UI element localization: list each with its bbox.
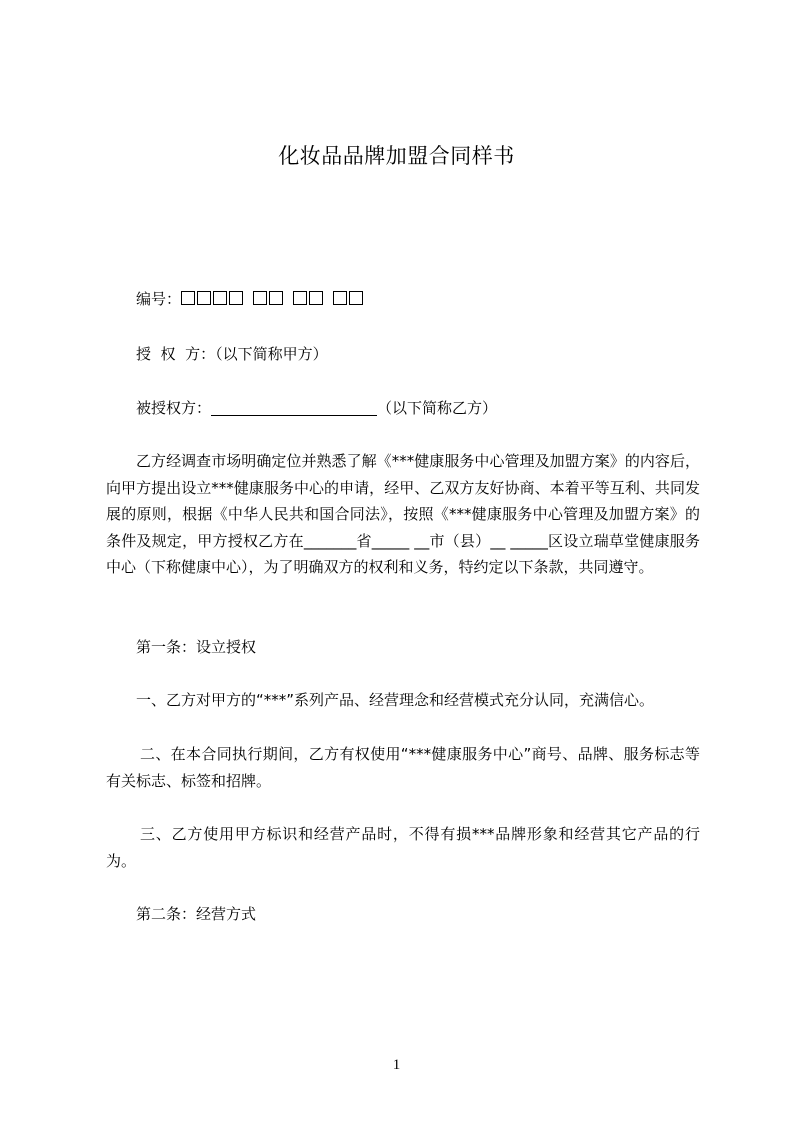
grantee-note: （以下简称乙方） <box>377 399 498 417</box>
grantee-label: 被授权方： <box>136 399 212 417</box>
contract-number-line <box>136 288 365 310</box>
article1-heading: 第一条：设立授权 <box>136 638 257 656</box>
article1-item-2: 二、在本合同执行期间，乙方有权使用“***健康服务中心”商号、品牌、服务标志等有关标志、标签和招牌。 <box>106 745 700 790</box>
article1-item-1: 一、乙方对甲方的“***”系列产品、经营理念和经营模式充分认同，充满信心。 <box>136 691 655 709</box>
article2-heading: 第二条：经营方式 <box>136 905 257 923</box>
grantor-line <box>136 343 328 365</box>
intro-paragraph: 乙方经调查市场明确定位并熟悉了解《***健康服务中心管理及加盟方案》的内容后，向甲方提出设立***健康服务中心的申请，经甲、乙双方友好协商、本着平等互利、共同发展的原则，根据《中华人民共和国合同法》，按照《***健康服务中心管理及加盟方案》的条件及规定，甲方授权乙方在_______省_____ __市（县）__ _____区设立瑞草堂健康服务中心（下称健康中心），为了明确双方的权利和义务，特约定以下条款，共同遵守。 <box>106 452 700 576</box>
grantee-blank <box>211 401 377 416</box>
page-number: 1 <box>392 1057 401 1073</box>
document-title: 化妆品品牌加盟合同样书 <box>278 144 515 168</box>
contract-number-boxes <box>181 290 365 308</box>
grantor-note: （以下简称甲方） <box>215 345 328 363</box>
contract-number-label: 编号： <box>136 290 182 308</box>
grantee-line <box>136 397 497 419</box>
article1-item-3: 三、乙方使用甲方标识和经营产品时，不得有损***品牌形象和经营其它产品的行为。 <box>106 825 700 870</box>
grantor-label: 授 权 方： <box>136 345 216 363</box>
